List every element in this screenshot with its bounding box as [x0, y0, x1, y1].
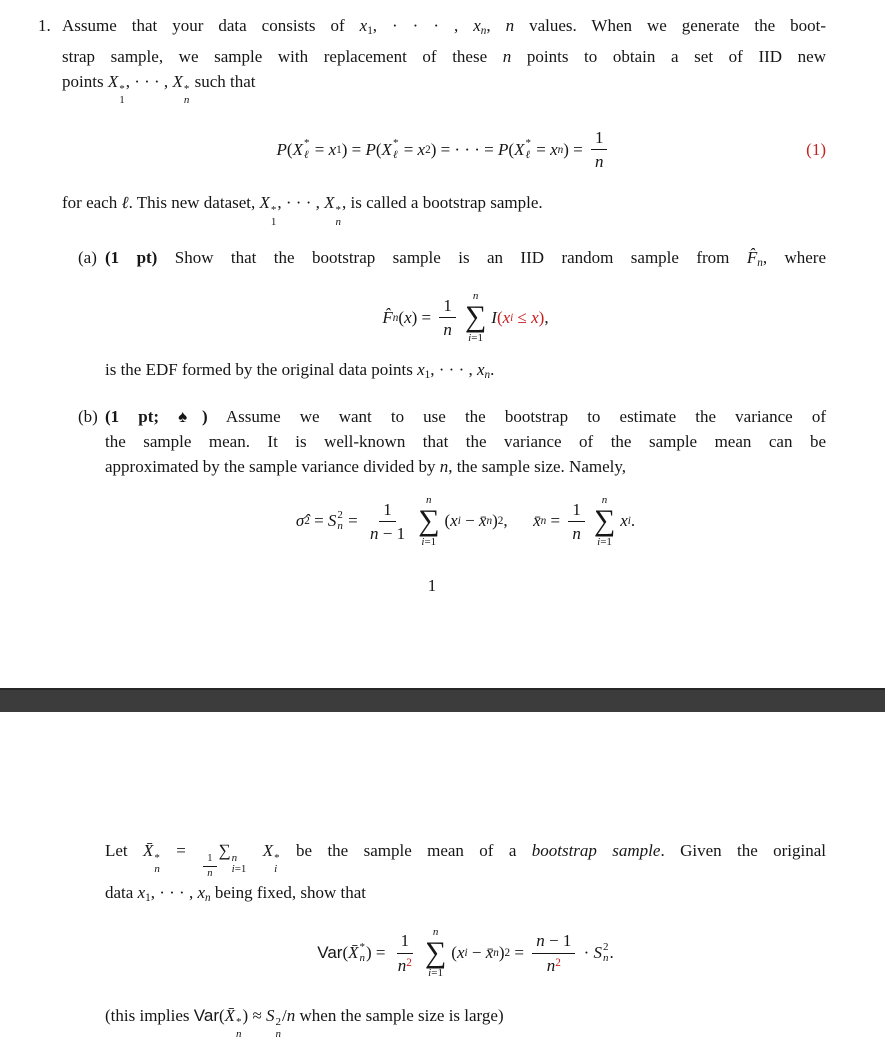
text-run: , the sample size. Namely,: [448, 456, 627, 476]
text-run: ) =: [411, 307, 436, 327]
text-run: Show that the bootstrap sample is an IID random sample from: [157, 248, 747, 268]
sup-sub-stack: [274, 853, 280, 876]
text-run: n: [484, 368, 491, 381]
sample-variance-equation-body: [296, 494, 635, 549]
summation: [425, 926, 446, 981]
text-run: 2: [497, 515, 504, 528]
paragraph-line: [62, 13, 826, 44]
text-run: points to obtain a set of IID new: [511, 46, 826, 66]
text-run: n: [493, 947, 499, 960]
sup-sub-stack: [119, 84, 125, 107]
equation-1-body: [277, 127, 612, 173]
text-run: n: [540, 515, 547, 528]
text-run: σ̂: [295, 511, 305, 531]
text-run: =: [531, 139, 551, 159]
text-run: such that: [190, 71, 256, 91]
text-run: I: [491, 307, 497, 327]
text-run: 1: [594, 127, 604, 147]
text-run: x: [550, 139, 558, 159]
text-run: ) =: [366, 943, 390, 963]
text-run: (: [398, 307, 405, 327]
equation-1: [62, 127, 826, 173]
sup-sub-stack: [525, 138, 531, 161]
text-run: n: [480, 24, 487, 37]
text-run: approximated by the sample variance divided by: [105, 456, 440, 476]
text-run: n: [337, 520, 343, 533]
text-run: =: [309, 511, 328, 531]
text-run: . This new dataset,: [128, 193, 260, 213]
text-run: n: [472, 290, 479, 303]
text-run: − 1: [378, 523, 406, 543]
text-run: ℓ: [121, 193, 129, 213]
text-run: X̄: [143, 841, 154, 860]
text-run: x: [473, 16, 481, 35]
text-run: − 1: [544, 931, 572, 951]
subscript: [525, 150, 530, 162]
text-run: is the EDF formed by the original data points: [105, 360, 418, 380]
text-run: (: [451, 943, 457, 963]
text-run: 1: [270, 215, 277, 228]
text-run: , · · · ,: [125, 71, 173, 91]
fraction-denominator: [394, 954, 416, 976]
text-run: ) = · · · =: [430, 139, 499, 159]
text-run: X: [262, 841, 274, 860]
text-run: i: [231, 863, 235, 876]
text-run: n: [603, 952, 609, 965]
text-run: (this implies: [105, 1005, 194, 1025]
text-run: n: [231, 851, 238, 864]
text-run: n: [370, 523, 379, 543]
text-run: x: [502, 307, 511, 327]
text-run: S: [266, 1005, 275, 1025]
text-run: *: [392, 137, 399, 150]
sup-sub-stack: [360, 942, 366, 965]
fraction-denominator: [203, 867, 216, 880]
text-run: =: [399, 139, 418, 159]
sigma-symbol: ∑: [424, 935, 447, 969]
text-run: , where: [762, 248, 827, 268]
text-run: n: [207, 867, 213, 879]
text-run: ,: [486, 16, 506, 35]
text-run: .: [609, 943, 614, 963]
fraction: [394, 930, 416, 976]
sample-variance-equation: [105, 494, 826, 549]
text-run: (: [508, 139, 515, 159]
item-b-line: [105, 454, 826, 479]
fraction-numerator: [591, 127, 608, 150]
text-run: =1: [471, 331, 483, 344]
text-run: ): [492, 511, 498, 531]
subscript: [236, 1029, 242, 1041]
equation-1-tag: (1): [806, 139, 826, 159]
text-run: (: [375, 139, 382, 159]
text-run: n: [594, 152, 604, 172]
text-run: =: [510, 943, 529, 963]
fraction: [591, 127, 608, 173]
paragraph-line: [62, 44, 826, 69]
text-run: n: [486, 515, 493, 528]
text-run: ≤: [513, 307, 532, 327]
subscript: [393, 150, 398, 162]
text-run: , is called a bootstrap sample.: [342, 193, 543, 213]
text-run: 1: [145, 891, 151, 904]
text-run: ℓ: [303, 148, 309, 161]
text-run: i: [468, 331, 472, 344]
text-run: P: [365, 139, 376, 159]
text-run: *: [335, 204, 342, 217]
fraction-denominator: [366, 522, 409, 544]
sum-lower-limit: [597, 536, 612, 549]
summation: [594, 494, 615, 549]
text-run: x: [404, 307, 412, 327]
text-run: n: [432, 925, 439, 938]
text-run: data: [105, 882, 138, 902]
text-run: bootstrap sample: [531, 841, 661, 860]
text-run: n: [426, 493, 432, 506]
subscript: [232, 864, 247, 876]
text-run: ℓ: [392, 148, 398, 161]
bootstrap-variance-equation-body: [317, 926, 614, 981]
fraction-numerator: [532, 930, 575, 953]
text-run: 2: [337, 508, 343, 521]
text-run: 1: [336, 143, 342, 156]
text-run: 1: [207, 852, 213, 864]
edf-equation-body: [382, 290, 548, 345]
text-run: n: [572, 523, 581, 543]
item-b: [78, 404, 826, 549]
fraction: [568, 499, 585, 545]
subscript: [304, 150, 309, 162]
text-run: /: [282, 1005, 287, 1025]
bootstrap-variance-equation: [105, 926, 826, 981]
text-run: 2: [425, 143, 431, 156]
subscript: [276, 1029, 282, 1041]
fraction-numerator: [397, 930, 414, 953]
text-run: =: [160, 841, 202, 860]
text-run: 2: [603, 940, 609, 953]
fraction: [366, 499, 409, 545]
text-run: x: [328, 139, 337, 159]
subscript: [603, 953, 609, 965]
fraction-denominator: [591, 150, 608, 172]
text-run: X: [381, 139, 392, 159]
text-run: i: [464, 947, 468, 960]
text-run: i: [510, 311, 514, 324]
text-run: n: [439, 456, 449, 476]
text-run: 1: [443, 295, 452, 315]
text-run: X: [172, 71, 183, 91]
text-run: n: [275, 1028, 282, 1040]
text-run: −: [460, 511, 479, 531]
text-run: when the sample size is large): [295, 1005, 504, 1025]
paragraph-line: [105, 880, 826, 911]
text-run: x: [197, 882, 206, 902]
paragraph-line: [62, 190, 826, 228]
page-2: [105, 838, 826, 1041]
text-run: =1: [424, 535, 437, 548]
text-run: −: [467, 943, 486, 963]
text-run: *: [236, 1016, 242, 1029]
text-run: ): [202, 406, 208, 426]
text-run: X: [107, 71, 119, 91]
subscript: [271, 217, 277, 229]
text-run: 1: [572, 499, 581, 519]
sigma-symbol: ∑: [593, 504, 616, 538]
text-run: 1: [367, 24, 373, 37]
text-run: [247, 841, 262, 860]
text-run: x: [476, 360, 485, 380]
page-separator-bar: [0, 688, 885, 712]
text-run: Assume we want to use the bootstrap to estimate the variance of: [207, 406, 826, 426]
text-run: i: [274, 863, 278, 876]
text-run: =: [343, 511, 362, 531]
text-run: x̄: [485, 943, 494, 963]
text-run: =: [310, 139, 329, 159]
sigma-symbol: ∑: [464, 300, 487, 334]
text-run: ℓ: [525, 148, 531, 161]
text-run: , · · · ,: [372, 16, 474, 35]
fraction: [203, 853, 216, 880]
item-b-line: [105, 404, 826, 429]
text-run: 1: [424, 368, 431, 381]
text-run: 2: [304, 515, 310, 528]
text-run: 2: [504, 947, 511, 960]
text-run: n: [443, 320, 452, 340]
text-run: i: [627, 515, 631, 528]
text-run: ) =: [563, 139, 587, 159]
text-run: Var: [317, 943, 343, 963]
text-run: Var: [193, 1005, 219, 1025]
text-run: for each: [62, 193, 122, 213]
sup-sub-stack: [603, 942, 609, 965]
item-a-label: (a): [78, 248, 97, 268]
text-run: F̂: [746, 248, 758, 268]
text-run: 1: [400, 931, 410, 951]
text-run: n: [505, 16, 515, 35]
text-run: (: [342, 943, 349, 963]
text-run: . Given the original: [660, 841, 826, 860]
text-run: *: [274, 851, 280, 864]
text-run: ·: [579, 943, 594, 963]
text-run: *: [270, 204, 277, 217]
summation: [465, 290, 486, 345]
fraction-numerator: [439, 295, 456, 318]
item-b-line: [105, 429, 826, 454]
text-run: =1: [234, 863, 247, 876]
text-run: (: [444, 511, 451, 531]
item-a-line: [105, 357, 826, 388]
text-run: n: [205, 891, 211, 904]
text-run: *: [525, 137, 531, 150]
text-run: (: [218, 1005, 225, 1025]
text-run: n: [335, 215, 342, 228]
fraction-denominator: [439, 318, 456, 340]
text-run: S: [327, 511, 337, 531]
sup-sub-stack: [336, 205, 342, 228]
subscript: [184, 95, 190, 107]
subscript: [360, 953, 366, 965]
text-run: n: [397, 955, 407, 975]
text-run: (: [496, 307, 503, 327]
subscript: [336, 217, 342, 229]
text-run: (: [286, 139, 293, 159]
text-run: x: [417, 139, 426, 159]
sup-sub-stack: [271, 205, 277, 228]
subscript: [119, 95, 125, 107]
text-run: *: [303, 137, 310, 150]
text-run: 2: [406, 956, 412, 969]
fraction-numerator: [379, 499, 396, 522]
text-run: n: [236, 1028, 242, 1040]
text-run: i: [597, 535, 601, 548]
text-run: x: [137, 882, 146, 902]
text-run: n: [154, 863, 160, 876]
fraction-denominator: [568, 522, 585, 544]
fraction: [439, 295, 456, 341]
text-run: F̂: [382, 307, 393, 327]
sup-sub-stack: [232, 853, 247, 876]
sup-sub-stack: [184, 84, 190, 107]
text-run: x: [450, 511, 458, 531]
text-run: x: [417, 360, 425, 380]
text-run: ,: [503, 511, 534, 531]
text-run: 2: [555, 956, 561, 969]
text-run: ∑: [218, 841, 231, 860]
text-run: n: [536, 931, 545, 951]
text-run: n: [757, 257, 763, 270]
paragraph-line: [105, 838, 826, 880]
text-run: x: [531, 307, 539, 327]
text-run: =: [546, 511, 565, 531]
sum-lower-limit: [468, 332, 483, 345]
text-run: ,: [544, 307, 549, 327]
text-run: X: [514, 139, 525, 159]
text-run: x: [456, 943, 465, 963]
summation: [418, 494, 439, 549]
text-run: x̄: [533, 511, 541, 531]
sup-sub-stack: [393, 138, 399, 161]
text-run: 1: [119, 94, 125, 107]
sup-sub-stack: [236, 1017, 242, 1040]
closing-remark: [105, 1003, 826, 1041]
text-run: .: [490, 360, 495, 380]
problem-1-block: [38, 13, 826, 228]
text-run: i: [421, 535, 425, 548]
subscript: [154, 864, 160, 876]
text-run: P: [276, 139, 287, 159]
text-run: being fixed, show that: [210, 882, 366, 902]
sup-sub-stack: [304, 138, 310, 161]
text-run: =1: [600, 535, 612, 548]
text-run: x: [359, 16, 368, 35]
fraction: [532, 930, 575, 976]
subscript: [274, 864, 277, 876]
text-run: values. When we generate the boot-: [514, 16, 826, 35]
text-run: .: [630, 511, 636, 531]
text-run: (1 pt): [105, 248, 158, 268]
text-run: X: [259, 193, 270, 213]
text-run: X: [324, 193, 335, 213]
item-b-label: (b): [78, 406, 98, 426]
text-run: ) =: [341, 139, 366, 159]
text-run: (1 pt;: [105, 406, 179, 426]
text-run: x: [620, 511, 628, 531]
text-run: , · · · ,: [150, 882, 198, 902]
text-run: n: [502, 46, 512, 66]
text-run: Assume that your data consists of: [62, 16, 360, 35]
text-run: Let: [105, 841, 144, 860]
text-run: P: [498, 139, 509, 159]
text-run: n: [286, 1005, 296, 1025]
text-run: points: [62, 71, 108, 91]
spade-suit-icon: ♠: [178, 406, 203, 426]
text-run: i: [457, 515, 461, 528]
text-run: 1: [383, 499, 392, 519]
text-run: X: [292, 139, 303, 159]
sub-items: [78, 245, 826, 548]
text-run: *: [119, 82, 125, 95]
sup-sub-stack: [154, 853, 160, 876]
text-run: =1: [431, 967, 443, 980]
edf-equation: [105, 290, 826, 345]
text-run: strap sample, we sample with replacement of these: [62, 46, 503, 66]
page-number: 1: [427, 575, 437, 595]
subscript: [337, 521, 343, 533]
text-run: ): [538, 307, 545, 327]
text-run: n: [359, 952, 366, 965]
sup-sub-stack: [337, 510, 343, 533]
item-a-line: [105, 245, 826, 276]
fraction-numerator: [568, 499, 585, 522]
text-run: S: [593, 943, 602, 963]
text-run: *: [154, 851, 160, 864]
sigma-symbol: ∑: [418, 504, 440, 538]
fraction-numerator: [203, 853, 216, 867]
text-run: X̄: [224, 1005, 236, 1025]
text-run: i: [428, 967, 432, 980]
text-run: , · · · ,: [430, 360, 477, 380]
paragraph-line: [62, 69, 826, 107]
text-run: 2: [275, 1016, 282, 1029]
text-run: the sample mean. It is well-known that the variance of the sample mean can be: [105, 431, 826, 451]
text-run: ): [498, 943, 505, 963]
text-run: *: [359, 940, 366, 953]
text-run: x̄: [478, 511, 487, 531]
text-run: be the sample mean of a: [280, 841, 532, 860]
text-run: n: [557, 143, 564, 156]
text-run: X̄: [348, 943, 359, 963]
text-run: n: [601, 493, 608, 506]
fraction-denominator: [543, 954, 565, 976]
sup-sub-stack: [276, 1017, 282, 1040]
text-run: *: [183, 82, 190, 95]
sum-lower-limit: [428, 967, 443, 980]
text-run: n: [183, 94, 190, 107]
text-run: ) ≈: [242, 1005, 267, 1025]
text-run: , · · · ,: [277, 193, 325, 213]
item-number: 1.: [38, 16, 51, 35]
item-a: [78, 245, 827, 387]
text-run: n: [546, 955, 556, 975]
sum-lower-limit: [421, 536, 436, 549]
text-run: n: [392, 311, 399, 324]
